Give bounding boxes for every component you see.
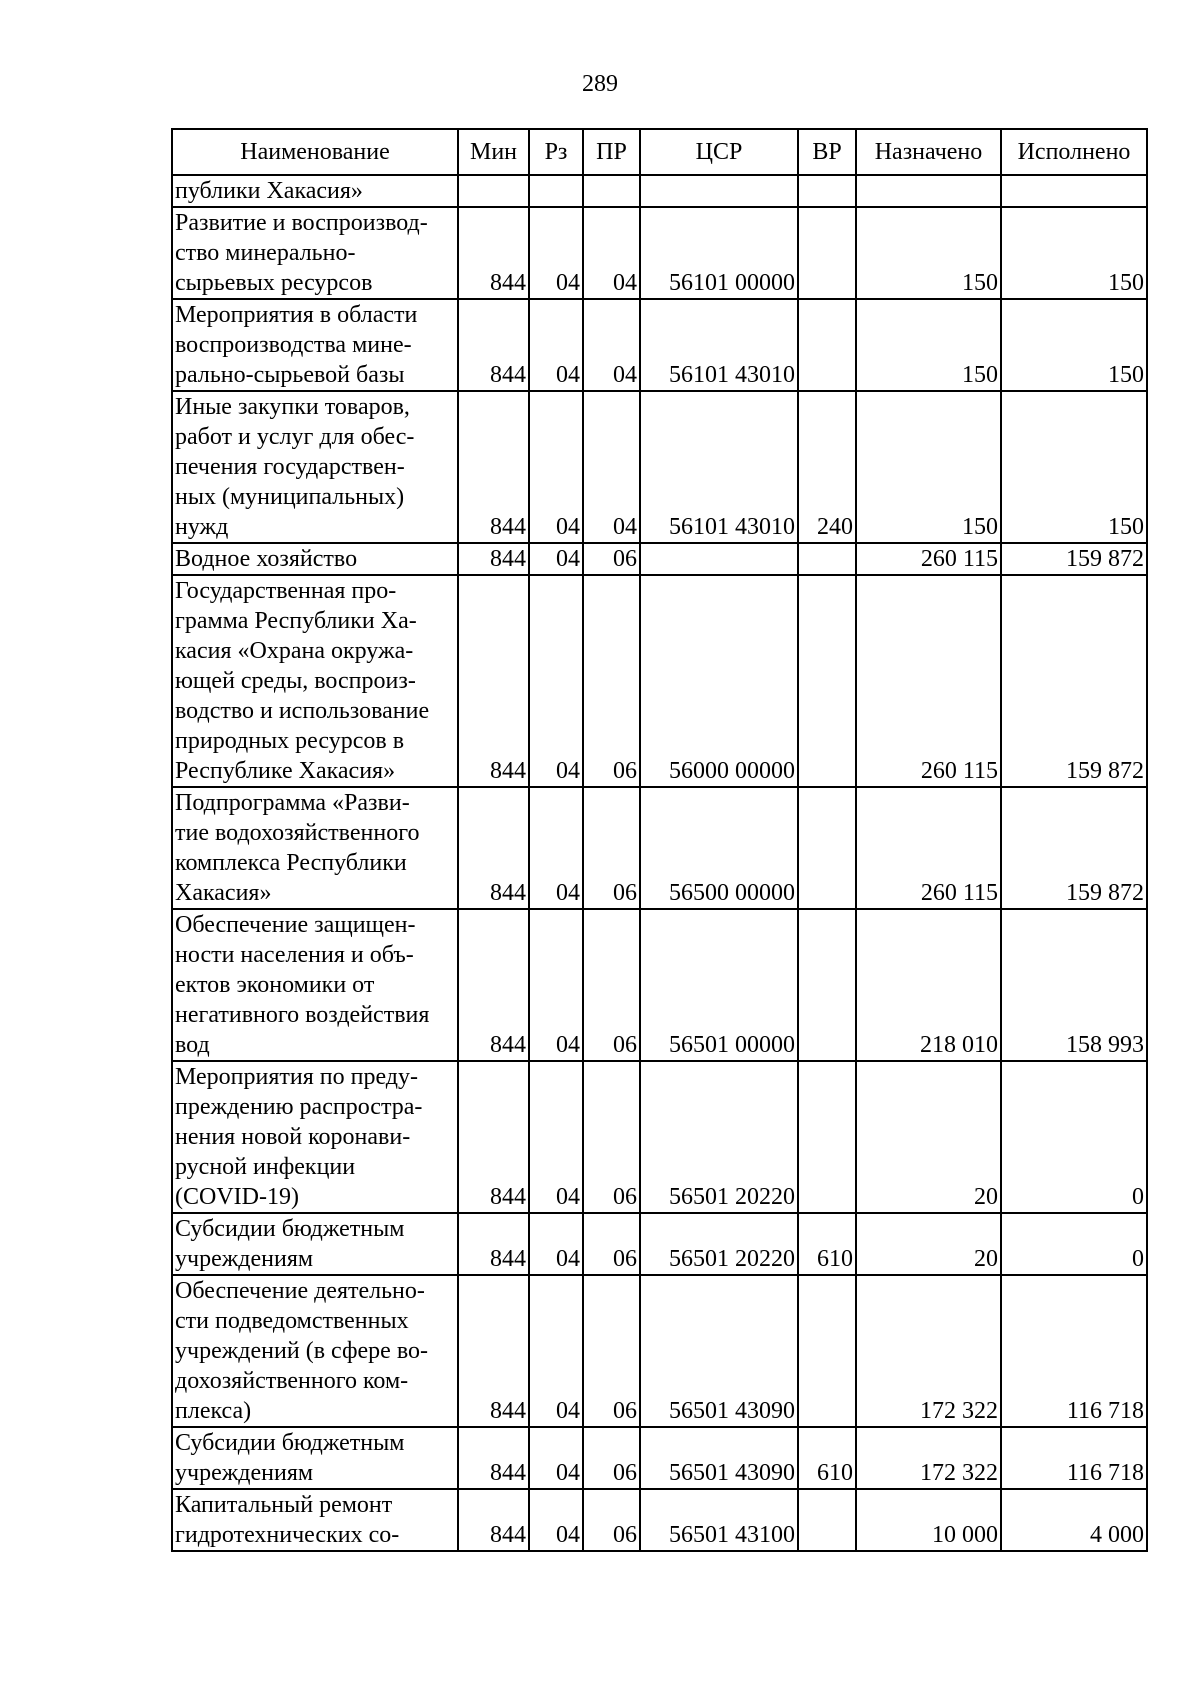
table-row xyxy=(172,1275,1147,1427)
table-row xyxy=(172,207,1147,299)
cell-vr: 610 xyxy=(798,1213,856,1275)
cell-name-line: учреждениям xyxy=(175,1246,314,1272)
cell-name-line: ющей среды, воспроиз- xyxy=(175,668,416,694)
cell-min: 844 xyxy=(458,1427,529,1489)
cell-name xyxy=(172,1489,458,1551)
cell-assigned: 150 xyxy=(856,391,1001,543)
cell-name xyxy=(172,1061,458,1213)
cell-executed: 150 xyxy=(1001,299,1147,391)
header-assigned: Назначено xyxy=(856,129,1001,175)
cell-name-line: касия «Охрана окружа- xyxy=(175,638,414,664)
cell-name-line: преждению распростра- xyxy=(175,1094,423,1120)
cell-name-line: Водное хозяйство xyxy=(175,546,358,572)
cell-name-line: учреждений (в сфере во- xyxy=(175,1338,428,1364)
cell-vr xyxy=(798,1061,856,1213)
cell-rz: 04 xyxy=(529,1275,583,1427)
cell-min: 844 xyxy=(458,909,529,1061)
cell-assigned: 260 115 xyxy=(856,543,1001,575)
cell-min: 844 xyxy=(458,391,529,543)
cell-vr xyxy=(798,1489,856,1551)
cell-rz: 04 xyxy=(529,1427,583,1489)
cell-name-line: гидротехнических со- xyxy=(175,1522,400,1548)
cell-rz: 04 xyxy=(529,543,583,575)
cell-name xyxy=(172,1275,458,1427)
cell-name-line: дохозяйственного ком- xyxy=(175,1368,409,1394)
table-row xyxy=(172,543,1147,575)
header-min: Мин xyxy=(458,129,529,175)
cell-name-line: Хакасия» xyxy=(175,880,272,906)
cell-vr: 240 xyxy=(798,391,856,543)
cell-pr: 06 xyxy=(583,787,640,909)
cell-name-line: Развитие и воспроизвод- xyxy=(175,210,428,236)
cell-pr: 04 xyxy=(583,391,640,543)
cell-executed: 116 718 xyxy=(1001,1275,1147,1427)
cell-csr: 56501 43100 xyxy=(640,1489,798,1551)
cell-rz: 04 xyxy=(529,1489,583,1551)
cell-name xyxy=(172,391,458,543)
cell-rz: 04 xyxy=(529,1061,583,1213)
cell-name-line: Капитальный ремонт xyxy=(175,1492,393,1518)
cell-min: 844 xyxy=(458,207,529,299)
cell-csr xyxy=(640,543,798,575)
header-row xyxy=(172,129,1147,175)
cell-min: 844 xyxy=(458,787,529,909)
header-csr: ЦСР xyxy=(640,129,798,175)
cell-name-line: работ и услуг для обес- xyxy=(175,424,415,450)
cell-name xyxy=(172,543,458,575)
table-row xyxy=(172,1489,1147,1551)
cell-name xyxy=(172,175,458,207)
table-row xyxy=(172,1427,1147,1489)
cell-csr: 56500 00000 xyxy=(640,787,798,909)
cell-min: 844 xyxy=(458,543,529,575)
cell-assigned: 172 322 xyxy=(856,1275,1001,1427)
cell-vr xyxy=(798,1275,856,1427)
cell-name-line: Республике Хакасия» xyxy=(175,758,396,784)
table-row xyxy=(172,575,1147,787)
cell-csr: 56501 20220 xyxy=(640,1061,798,1213)
cell-vr: 610 xyxy=(798,1427,856,1489)
cell-rz: 04 xyxy=(529,909,583,1061)
cell-csr: 56501 43090 xyxy=(640,1275,798,1427)
cell-name-line: Подпрограмма «Разви- xyxy=(175,790,410,816)
cell-name-line: русной инфекции xyxy=(175,1154,356,1180)
cell-vr xyxy=(798,207,856,299)
cell-min: 844 xyxy=(458,1489,529,1551)
table-row xyxy=(172,391,1147,543)
cell-csr xyxy=(640,175,798,207)
table-row xyxy=(172,787,1147,909)
cell-executed: 159 872 xyxy=(1001,787,1147,909)
cell-name-line: природных ресурсов в xyxy=(175,728,405,754)
cell-name-line: комплекса Республики xyxy=(175,850,407,876)
cell-name xyxy=(172,575,458,787)
cell-pr: 06 xyxy=(583,909,640,1061)
cell-assigned xyxy=(856,175,1001,207)
cell-executed: 150 xyxy=(1001,207,1147,299)
cell-name-line: Государственная про- xyxy=(175,578,397,604)
cell-vr xyxy=(798,299,856,391)
cell-assigned: 150 xyxy=(856,299,1001,391)
cell-executed: 0 xyxy=(1001,1213,1147,1275)
cell-name-line: плекса) xyxy=(175,1398,252,1424)
cell-name xyxy=(172,909,458,1061)
table-row xyxy=(172,909,1147,1061)
cell-name-line: грамма Республики Ха- xyxy=(175,608,417,634)
cell-rz: 04 xyxy=(529,787,583,909)
cell-csr: 56000 00000 xyxy=(640,575,798,787)
cell-name-line: (COVID-19) xyxy=(175,1184,299,1210)
cell-name xyxy=(172,1213,458,1275)
cell-name-line: ектов экономики от xyxy=(175,972,375,998)
cell-min: 844 xyxy=(458,1061,529,1213)
cell-name-line: рально-сырьевой базы xyxy=(175,362,405,388)
cell-assigned: 172 322 xyxy=(856,1427,1001,1489)
cell-name xyxy=(172,207,458,299)
cell-executed: 158 993 xyxy=(1001,909,1147,1061)
cell-executed: 150 xyxy=(1001,391,1147,543)
header-rz: Рз xyxy=(529,129,583,175)
cell-name-line: вод xyxy=(175,1032,210,1058)
cell-vr xyxy=(798,543,856,575)
cell-executed: 159 872 xyxy=(1001,575,1147,787)
table-row xyxy=(172,175,1147,207)
cell-name-line: Мероприятия по преду- xyxy=(175,1064,418,1090)
page-number: 289 xyxy=(582,71,618,97)
cell-min: 844 xyxy=(458,1275,529,1427)
cell-name-line: Иные закупки товаров, xyxy=(175,394,410,420)
cell-assigned: 260 115 xyxy=(856,575,1001,787)
cell-pr: 06 xyxy=(583,1427,640,1489)
cell-name-line: водство и использование xyxy=(175,698,430,724)
cell-rz: 04 xyxy=(529,391,583,543)
cell-executed: 159 872 xyxy=(1001,543,1147,575)
cell-csr: 56501 00000 xyxy=(640,909,798,1061)
table-row xyxy=(172,1061,1147,1213)
cell-assigned: 150 xyxy=(856,207,1001,299)
cell-name-line: Мероприятия в области xyxy=(175,302,418,328)
header-vr: ВР xyxy=(798,129,856,175)
cell-name xyxy=(172,787,458,909)
cell-assigned: 10 000 xyxy=(856,1489,1001,1551)
cell-name-line: ство минерально- xyxy=(175,240,356,266)
cell-pr xyxy=(583,175,640,207)
cell-name-line: нения новой коронави- xyxy=(175,1124,411,1150)
cell-csr: 56501 43090 xyxy=(640,1427,798,1489)
cell-vr xyxy=(798,575,856,787)
cell-name xyxy=(172,299,458,391)
cell-pr: 06 xyxy=(583,1275,640,1427)
cell-name-line: тие водохозяйственного xyxy=(175,820,420,846)
cell-name-line: публики Хакасия» xyxy=(175,178,363,204)
cell-rz: 04 xyxy=(529,207,583,299)
cell-pr: 06 xyxy=(583,1213,640,1275)
cell-csr: 56501 20220 xyxy=(640,1213,798,1275)
cell-rz: 04 xyxy=(529,299,583,391)
cell-min: 844 xyxy=(458,575,529,787)
cell-name-line: нужд xyxy=(175,514,229,540)
cell-name-line: сти подведомственных xyxy=(175,1308,409,1334)
cell-min: 844 xyxy=(458,1213,529,1275)
cell-name-line: Обеспечение защищен- xyxy=(175,912,416,938)
cell-min: 844 xyxy=(458,299,529,391)
cell-vr xyxy=(798,787,856,909)
cell-name-line: Обеспечение деятельно- xyxy=(175,1278,425,1304)
table-row xyxy=(172,1213,1147,1275)
header-executed: Исполнено xyxy=(1001,129,1147,175)
cell-rz: 04 xyxy=(529,1213,583,1275)
cell-executed: 4 000 xyxy=(1001,1489,1147,1551)
cell-pr: 06 xyxy=(583,575,640,787)
header-pr: ПР xyxy=(583,129,640,175)
cell-assigned: 20 xyxy=(856,1061,1001,1213)
cell-assigned: 20 xyxy=(856,1213,1001,1275)
cell-csr: 56101 43010 xyxy=(640,299,798,391)
table-row xyxy=(172,299,1147,391)
cell-assigned: 218 010 xyxy=(856,909,1001,1061)
budget-table xyxy=(171,128,1148,1552)
cell-name-line: ных (муниципальных) xyxy=(175,484,405,510)
cell-pr: 06 xyxy=(583,1489,640,1551)
cell-name-line: печения государствен- xyxy=(175,454,405,480)
cell-pr: 04 xyxy=(583,299,640,391)
cell-name-line: учреждениям xyxy=(175,1460,314,1486)
cell-csr: 56101 00000 xyxy=(640,207,798,299)
cell-name-line: ности населения и объ- xyxy=(175,942,414,968)
cell-name-line: негативного воздействия xyxy=(175,1002,430,1028)
cell-min xyxy=(458,175,529,207)
cell-executed: 116 718 xyxy=(1001,1427,1147,1489)
cell-rz xyxy=(529,175,583,207)
cell-rz: 04 xyxy=(529,575,583,787)
cell-name-line: Субсидии бюджетным xyxy=(175,1430,405,1456)
cell-pr: 04 xyxy=(583,207,640,299)
cell-name-line: воспроизводства мине- xyxy=(175,332,412,358)
cell-vr xyxy=(798,909,856,1061)
cell-executed xyxy=(1001,175,1147,207)
cell-pr: 06 xyxy=(583,543,640,575)
cell-executed: 0 xyxy=(1001,1061,1147,1213)
cell-vr xyxy=(798,175,856,207)
cell-name xyxy=(172,1427,458,1489)
cell-csr: 56101 43010 xyxy=(640,391,798,543)
cell-name-line: Субсидии бюджетным xyxy=(175,1216,405,1242)
header-name: Наименование xyxy=(172,129,458,175)
cell-assigned: 260 115 xyxy=(856,787,1001,909)
cell-pr: 06 xyxy=(583,1061,640,1213)
cell-name-line: сырьевых ресурсов xyxy=(175,270,373,296)
